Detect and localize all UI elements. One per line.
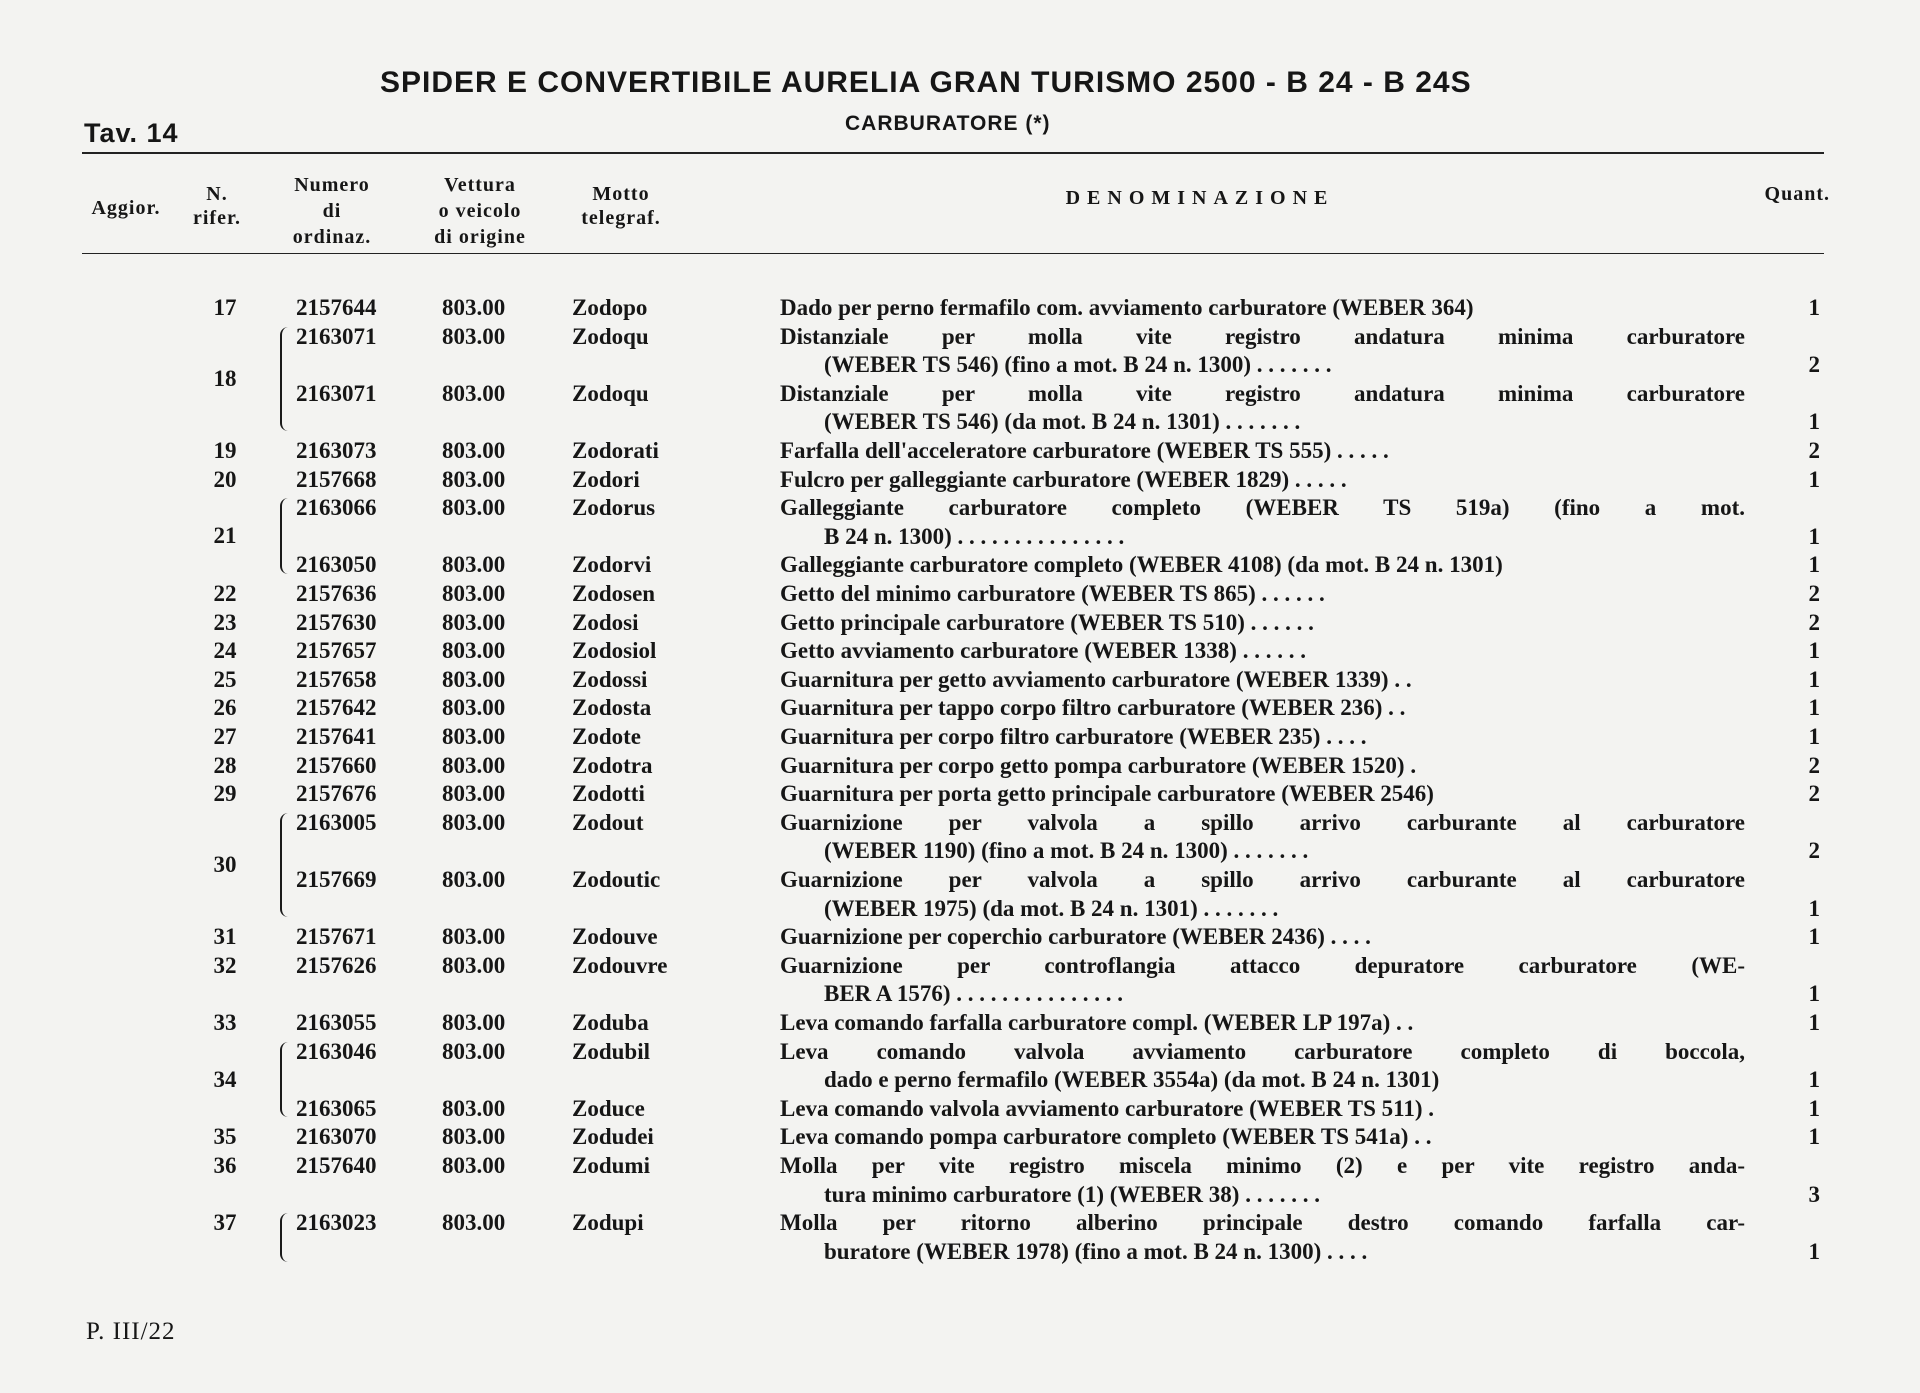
quantity: 1 — [1808, 981, 1820, 1007]
group-brace — [280, 813, 294, 917]
reference-number: 35 — [213, 1124, 237, 1150]
header-top-rule — [82, 152, 1824, 154]
telegraph-code: Zodubil — [572, 1038, 650, 1064]
description: Guarnizione per controflangia attacco depuratore carburatore (WE- — [780, 952, 1745, 978]
order-number: 2157641 — [296, 724, 377, 749]
vehicle-origin: 803.00 — [442, 809, 506, 835]
table-row — [0, 580, 1920, 609]
order-number: 2157636 — [296, 581, 377, 606]
col-header-aggior: Aggior. — [91, 197, 161, 219]
description: Guarnitura per corpo getto pompa carburatore (WEBER 1520) . — [780, 752, 1417, 778]
description: Guarnitura per tappo corpo filtro carburatore (WEBER 236) . . — [780, 695, 1406, 721]
table-row — [0, 952, 1920, 981]
telegraph-code: Zodoqu — [572, 323, 649, 349]
telegraph-code: Zodouve — [572, 924, 658, 950]
telegraph-code: Zodouvre — [572, 952, 668, 978]
group-brace — [280, 1213, 294, 1262]
description: Galleggiante carburatore completo (WEBER TS 519a) (fino a mot. — [780, 495, 1745, 521]
order-number: 2163046 — [296, 1038, 377, 1064]
reference-number: 32 — [213, 952, 237, 978]
vehicle-origin: 803.00 — [442, 695, 506, 721]
table-row — [0, 466, 1920, 495]
group-brace — [280, 498, 294, 574]
table-row — [0, 1009, 1920, 1038]
group-brace — [280, 1042, 294, 1118]
vehicle-origin: 803.00 — [442, 581, 506, 606]
reference-number: 28 — [213, 752, 237, 778]
order-number: 2157642 — [296, 695, 377, 721]
vehicle-origin: 803.00 — [442, 323, 506, 349]
description: Leva comando farfalla carburatore compl. (WEBER LP 197a) . . — [780, 1010, 1414, 1035]
vehicle-origin: 803.00 — [442, 781, 506, 807]
quantity: 1 — [1808, 666, 1820, 692]
vehicle-origin: 803.00 — [442, 1124, 506, 1150]
quantity: 2 — [1808, 581, 1820, 606]
telegraph-code: Zodosta — [572, 695, 652, 721]
vehicle-origin: 803.00 — [442, 724, 506, 749]
vehicle-origin: 803.00 — [442, 867, 506, 892]
description: Guarnitura per corpo filtro carburatore (WEBER 235) . . . . — [780, 724, 1367, 749]
telegraph-code: Zodoutic — [572, 867, 661, 892]
description: Dado per perno fermafilo com. avviamento carburatore (WEBER 364) — [780, 295, 1474, 320]
col-header-numero: Numero di ordinaz. — [292, 174, 372, 248]
quantity: 1 — [1808, 695, 1820, 721]
order-number: 2157644 — [296, 295, 377, 320]
quantity: 1 — [1808, 1238, 1820, 1264]
reference-number: 37 — [213, 1210, 237, 1236]
order-number: 2157669 — [296, 867, 377, 892]
telegraph-code: Zodopo — [572, 295, 648, 320]
telegraph-code: Zodotra — [572, 752, 653, 778]
reference-number: 30 — [213, 852, 237, 877]
table-row — [0, 437, 1920, 466]
reference-number: 18 — [213, 365, 237, 391]
vehicle-origin: 803.00 — [442, 638, 506, 664]
order-number: 2157626 — [296, 952, 377, 978]
quantity: 1 — [1808, 409, 1820, 435]
col-header-motto: Motto telegraf. — [581, 183, 661, 229]
vehicle-origin: 803.00 — [442, 295, 506, 320]
quantity: 1 — [1808, 1067, 1820, 1093]
quantity: 1 — [1808, 724, 1820, 749]
quantity: 2 — [1808, 781, 1820, 807]
telegraph-code: Zoduba — [572, 1010, 649, 1035]
table-row — [0, 1123, 1920, 1152]
vehicle-origin: 803.00 — [442, 1153, 506, 1178]
description: Getto del minimo carburatore (WEBER TS 865) . . . . . . — [780, 581, 1325, 606]
reference-number: 23 — [213, 609, 237, 635]
reference-number: 26 — [213, 695, 237, 721]
telegraph-code: Zodossi — [572, 666, 648, 692]
order-number: 2163066 — [296, 495, 377, 521]
vehicle-origin: 803.00 — [442, 952, 506, 978]
vehicle-origin: 803.00 — [442, 1095, 506, 1121]
telegraph-code: Zodorvi — [572, 552, 652, 578]
quantity: 1 — [1808, 638, 1820, 664]
quantity: 2 — [1808, 352, 1820, 378]
table-row — [0, 780, 1920, 809]
telegraph-code: Zodori — [572, 466, 640, 492]
table-row — [0, 637, 1920, 666]
table-row — [0, 923, 1920, 952]
quantity: 1 — [1808, 552, 1820, 578]
reference-number: 33 — [213, 1010, 237, 1035]
description: (WEBER 1975) (da mot. B 24 n. 1301) . . . . . . . — [824, 895, 1279, 921]
telegraph-code: Zodote — [572, 724, 641, 749]
telegraph-code: Zodosiol — [572, 638, 657, 664]
col-header-nrif: N. rifer. — [192, 183, 241, 229]
description: (WEBER TS 546) (da mot. B 24 n. 1301) . . . . . . . — [824, 409, 1301, 435]
telegraph-code: Zodotti — [572, 781, 645, 807]
order-number: 2163073 — [296, 438, 377, 463]
table-row-continuation — [0, 980, 1920, 1009]
order-number: 2163065 — [296, 1095, 377, 1121]
section-subtitle: CARBURATORE (*) — [845, 112, 1051, 135]
order-number: 2163055 — [296, 1010, 377, 1035]
reference-number: 24 — [213, 638, 237, 664]
vehicle-origin: 803.00 — [442, 924, 506, 950]
telegraph-code: Zodosi — [572, 609, 639, 635]
table-row — [0, 666, 1920, 695]
vehicle-origin: 803.00 — [442, 438, 506, 463]
description: Leva comando valvola avviamento carburatore completo di boccola, — [780, 1038, 1745, 1064]
reference-number: 19 — [213, 438, 237, 463]
vehicle-origin: 803.00 — [442, 495, 506, 521]
quantity: 2 — [1808, 609, 1820, 635]
reference-number: 36 — [213, 1153, 237, 1178]
table-row — [0, 723, 1920, 752]
vehicle-origin: 803.00 — [442, 552, 506, 578]
reference-number: 25 — [213, 666, 237, 692]
description: Molla per vite registro miscela minimo (2) e per vite registro anda- — [780, 1153, 1745, 1178]
description: Guarnizione per valvola a spillo arrivo carburante al carburatore — [780, 867, 1745, 892]
quantity: 1 — [1808, 895, 1820, 921]
telegraph-code: Zodumi — [572, 1153, 650, 1178]
table-row — [0, 609, 1920, 638]
reference-number: 29 — [213, 781, 237, 807]
description: Getto principale carburatore (WEBER TS 510) . . . . . . — [780, 609, 1314, 635]
quantity: 1 — [1808, 466, 1820, 492]
vehicle-origin: 803.00 — [442, 752, 506, 778]
order-number: 2163071 — [296, 323, 377, 349]
telegraph-code: Zodudei — [572, 1124, 654, 1150]
quantity: 1 — [1808, 1095, 1820, 1121]
order-number: 2163050 — [296, 552, 377, 578]
quantity: 1 — [1808, 523, 1820, 549]
telegraph-code: Zodoqu — [572, 380, 649, 406]
description: (WEBER 1190) (fino a mot. B 24 n. 1300) . . . . . . . — [824, 838, 1309, 864]
telegraph-code: Zodupi — [572, 1210, 644, 1236]
description: Guarnizione per valvola a spillo arrivo carburante al carburatore — [780, 809, 1745, 835]
reference-number: 22 — [213, 581, 237, 606]
col-header-vettura: Vettura o veicolo di origine — [434, 174, 526, 248]
description: Distanziale per molla vite registro andatura minima carburatore — [780, 380, 1745, 406]
page-title: SPIDER E CONVERTIBILE AURELIA GRAN TURISMO 2500 - B 24 - B 24S — [380, 66, 1472, 99]
table-number: Tav. 14 — [84, 118, 179, 148]
quantity: 2 — [1808, 752, 1820, 778]
order-number: 2163023 — [296, 1210, 377, 1236]
quantity: 3 — [1808, 1181, 1820, 1207]
quantity: 1 — [1808, 295, 1820, 320]
order-number: 2163005 — [296, 809, 377, 835]
quantity: 2 — [1808, 438, 1820, 463]
description: Leva comando valvola avviamento carburatore (WEBER TS 511) . — [780, 1095, 1435, 1121]
telegraph-code: Zodorus — [572, 495, 656, 521]
vehicle-origin: 803.00 — [442, 466, 506, 492]
description: dado e perno fermafilo (WEBER 3554a) (da mot. B 24 n. 1301) — [824, 1067, 1440, 1093]
vehicle-origin: 803.00 — [442, 1210, 506, 1236]
order-number: 2157676 — [296, 781, 377, 807]
description: BER A 1576) . . . . . . . . . . . . . . . — [824, 981, 1124, 1007]
group-brace — [280, 327, 294, 431]
reference-number: 17 — [213, 295, 237, 320]
reference-number: 31 — [213, 924, 237, 950]
quantity: 2 — [1808, 838, 1820, 864]
col-header-denominazione: DENOMINAZIONE — [1065, 187, 1335, 209]
description: buratore (WEBER 1978) (fino a mot. B 24 n. 1300) . . . . — [824, 1238, 1368, 1264]
order-number: 2157668 — [296, 466, 377, 492]
description: Leva comando pompa carburatore completo (WEBER TS 541a) . . — [780, 1124, 1432, 1150]
description: Farfalla dell'acceleratore carburatore (WEBER TS 555) . . . . . — [780, 438, 1389, 463]
order-number: 2163071 — [296, 380, 377, 406]
description: Getto avviamento carburatore (WEBER 1338) . . . . . . — [780, 638, 1306, 664]
order-number: 2157640 — [296, 1153, 377, 1178]
reference-number: 27 — [213, 724, 237, 749]
header-bottom-rule — [82, 253, 1824, 254]
vehicle-origin: 803.00 — [442, 609, 506, 635]
description: Guarnizione per coperchio carburatore (WEBER 2436) . . . . — [780, 924, 1371, 950]
quantity: 1 — [1808, 1124, 1820, 1150]
quantity: 1 — [1808, 1010, 1820, 1035]
vehicle-origin: 803.00 — [442, 666, 506, 692]
order-number: 2157671 — [296, 924, 377, 950]
telegraph-code: Zodout — [572, 809, 644, 835]
order-number: 2157630 — [296, 609, 377, 635]
page-footer: P. III/22 — [86, 1318, 176, 1345]
description: Molla per ritorno alberino principale destro comando farfalla car- — [780, 1210, 1745, 1236]
description: Fulcro per galleggiante carburatore (WEBER 1829) . . . . . — [780, 466, 1347, 492]
telegraph-code: Zoduce — [572, 1095, 645, 1121]
vehicle-origin: 803.00 — [442, 380, 506, 406]
vehicle-origin: 803.00 — [442, 1010, 506, 1035]
order-number: 2157660 — [296, 752, 377, 778]
order-number: 2157658 — [296, 666, 377, 692]
table-row-continuation — [0, 1181, 1920, 1210]
description: B 24 n. 1300) . . . . . . . . . . . . . . . — [824, 523, 1125, 549]
reference-number: 21 — [213, 523, 237, 549]
vehicle-origin: 803.00 — [442, 1038, 506, 1064]
quantity: 1 — [1808, 924, 1820, 950]
description: Galleggiante carburatore completo (WEBER 4108) (da mot. B 24 n. 1301) — [780, 552, 1503, 578]
order-number: 2163070 — [296, 1124, 377, 1150]
telegraph-code: Zodosen — [572, 581, 656, 606]
description: Guarnitura per getto avviamento carburatore (WEBER 1339) . . — [780, 666, 1412, 692]
description: (WEBER TS 546) (fino a mot. B 24 n. 1300) . . . . . . . — [824, 352, 1332, 378]
description: Distanziale per molla vite registro andatura minima carburatore — [780, 323, 1745, 349]
col-header-quant: Quant. — [1764, 183, 1830, 205]
table-row — [0, 294, 1920, 323]
table-row — [0, 694, 1920, 723]
table-row — [0, 1152, 1920, 1181]
reference-number: 20 — [213, 466, 237, 492]
telegraph-code: Zodorati — [572, 438, 659, 463]
table-row — [0, 752, 1920, 781]
reference-number: 34 — [213, 1066, 237, 1092]
order-number: 2157657 — [296, 638, 377, 664]
description: Guarnitura per porta getto principale carburatore (WEBER 2546) — [780, 781, 1434, 807]
description: tura minimo carburatore (1) (WEBER 38) . . . . . . . — [824, 1181, 1320, 1207]
